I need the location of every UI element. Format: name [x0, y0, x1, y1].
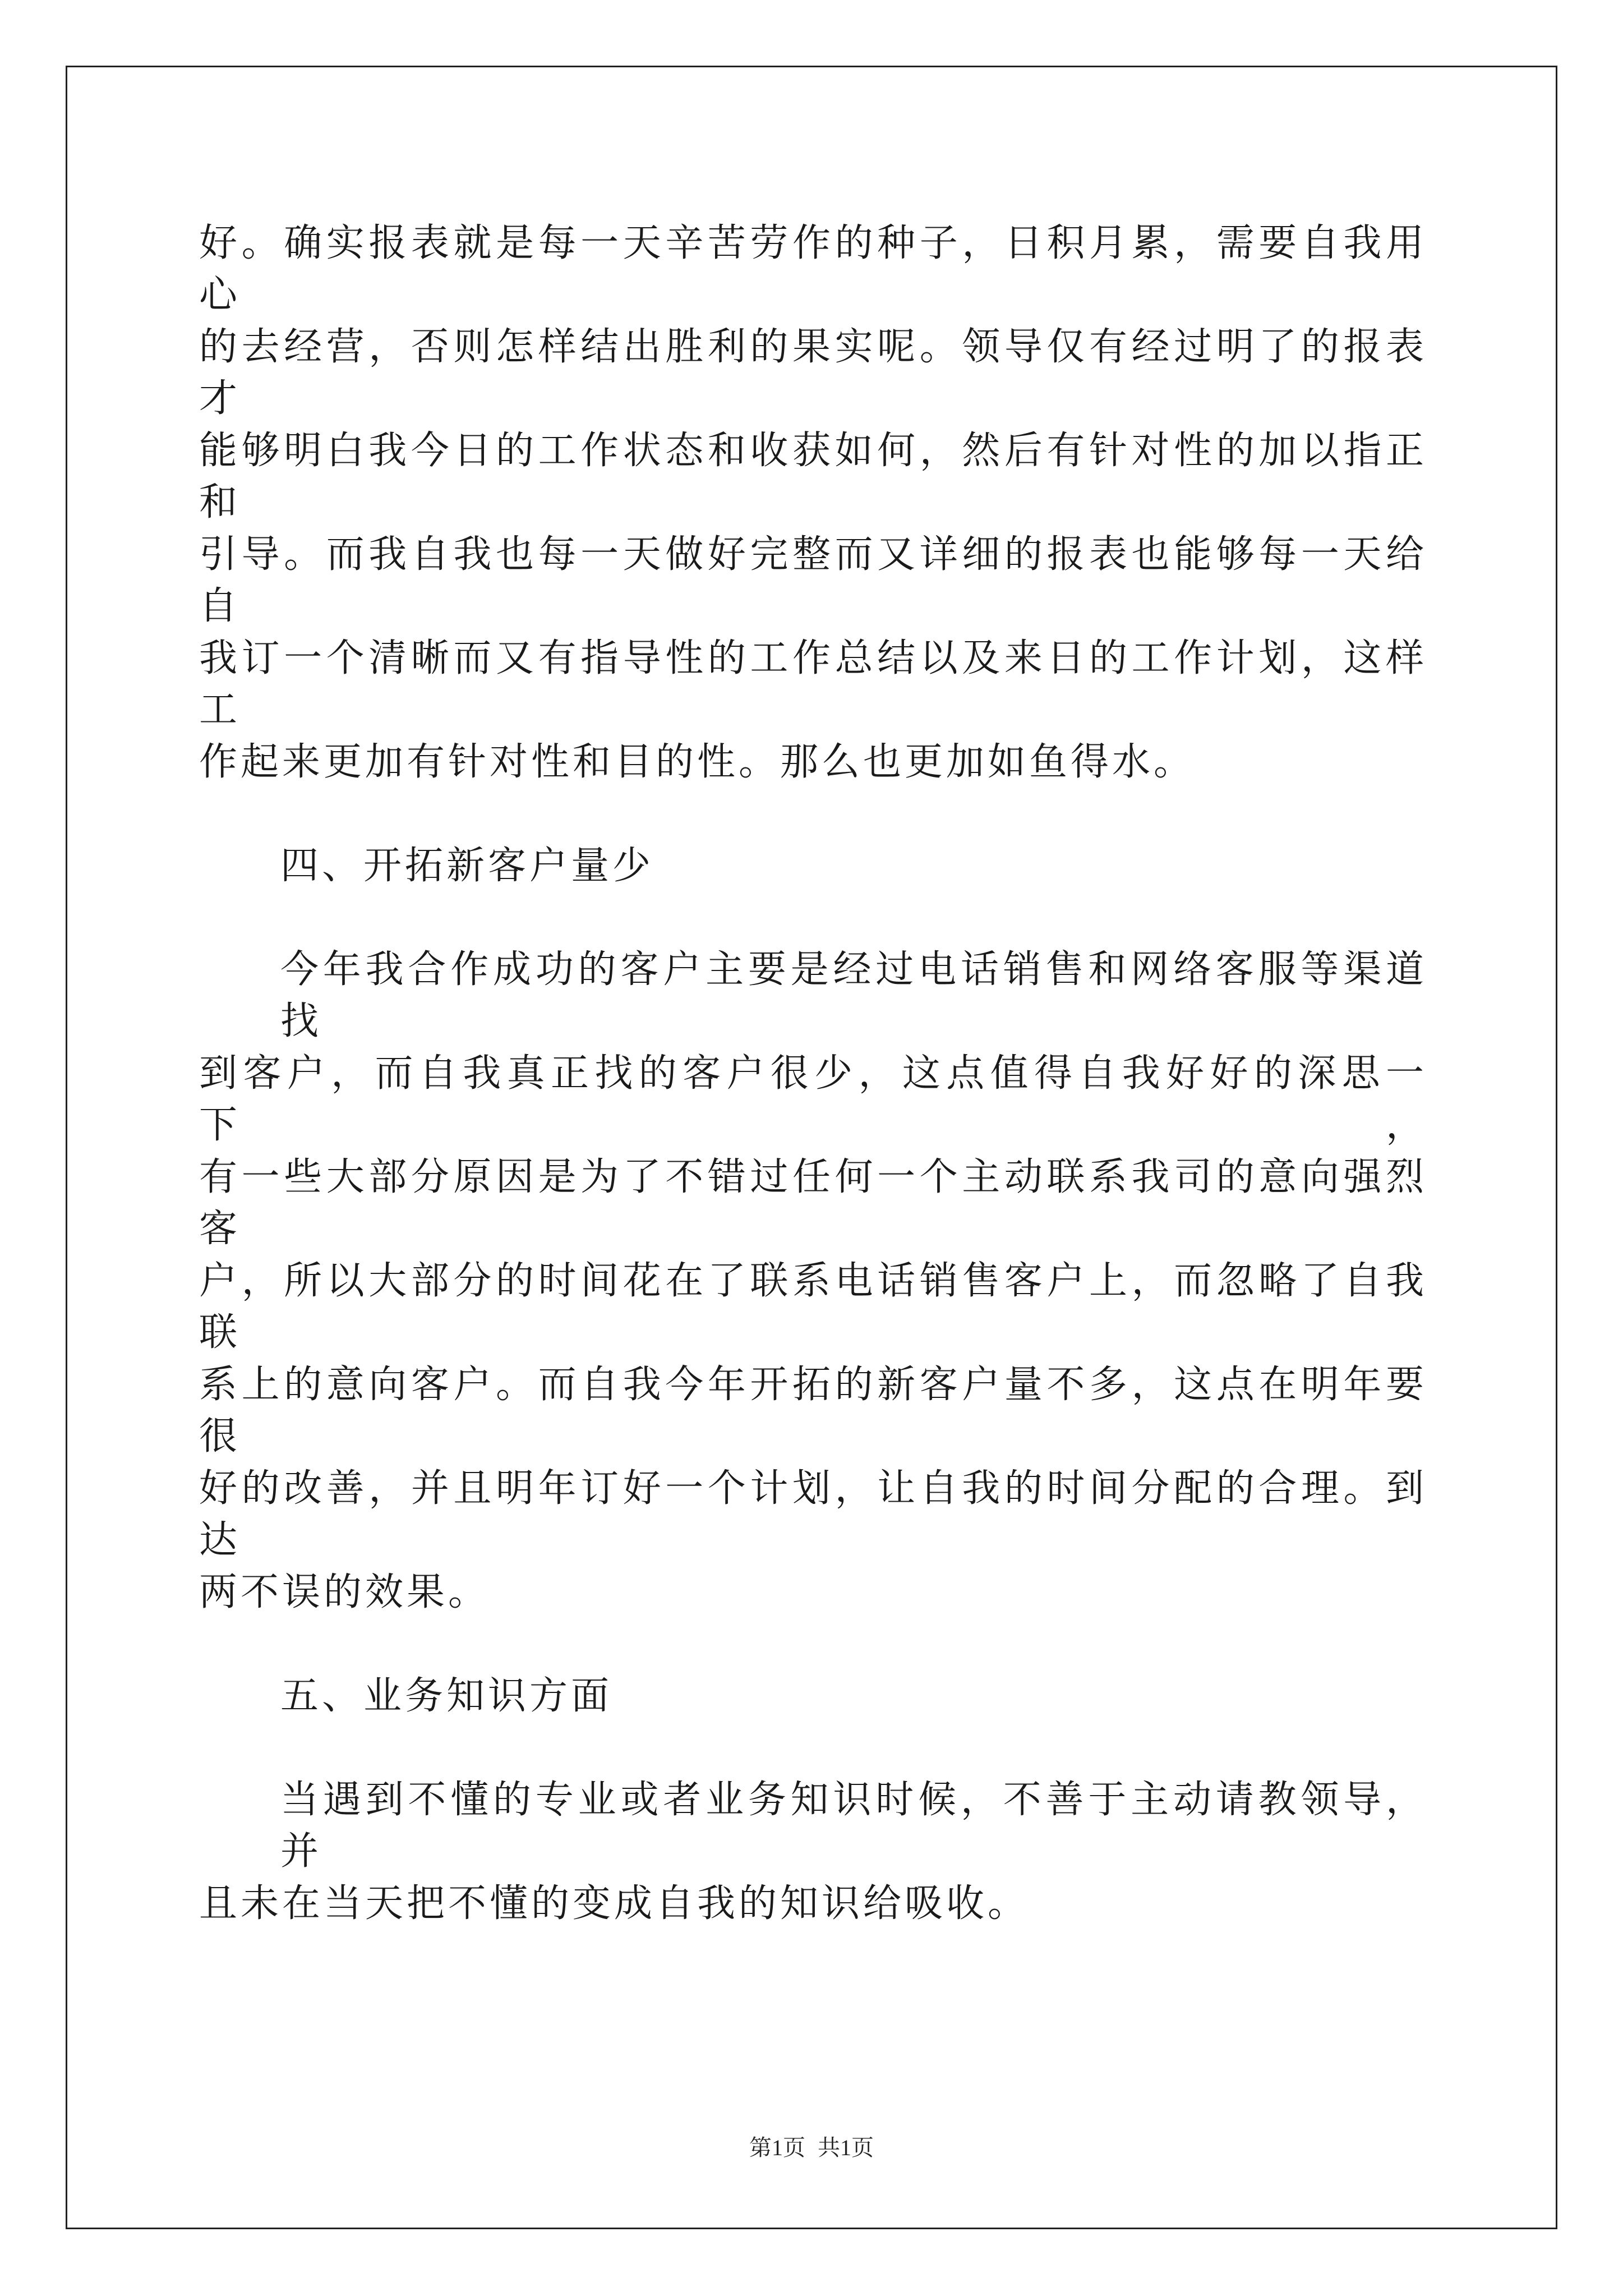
text-line: 四、开拓新客户量少: [280, 844, 654, 888]
text-line: 且未在当天把不懂的变成自我的知识给吸收。: [199, 1881, 1030, 1926]
text-line: 户，所以大部分的时间花在了联系电话销售客户上，而忽略了自我联: [199, 1259, 1427, 1355]
text-line: 我订一个清晰而又有指导性的工作总结以及来日的工作计划，这样工: [199, 636, 1427, 732]
text-line: 引导。而我自我也每一天做好完整而又详细的报表也能够每一天给自: [199, 532, 1427, 628]
text-line: 当遇到不懂的专业或者业务知识时候，不善于主动请教领导，并: [280, 1778, 1427, 1874]
text-line: 能够明白我今日的工作状态和收获如何，然后有针对性的加以指正和: [199, 429, 1427, 524]
text-line: 到客户，而自我真正找的客户很少，这点值得自我好好的深思一下，: [199, 1051, 1427, 1147]
text-line: 有一些大部分原因是为了不错过任何一个主动联系我司的意向强烈客: [199, 1155, 1427, 1251]
text-line: 好。确实报表就是每一天辛苦劳作的种子，日积月累，需要自我用心: [199, 221, 1427, 317]
text-line: 今年我合作成功的客户主要是经过电话销售和网络客服等渠道找: [280, 947, 1427, 1043]
text-line: 两不误的效果。: [199, 1570, 490, 1614]
text-line: 作起来更加有针对性和目的性。那么也更加如鱼得水。: [199, 740, 1196, 784]
page-total: 共1页: [818, 2135, 874, 2160]
page-footer: [0, 2130, 1623, 2162]
text-line: 的去经营，否则怎样结出胜利的果实呢。领导仅有经过明了的报表才: [199, 325, 1427, 421]
text-line: 好的改善，并且明年订好一个计划，让自我的时间分配的合理。到达: [199, 1466, 1427, 1562]
text-line: 系上的意向客户。而自我今年开拓的新客户量不多，这点在明年要很: [199, 1363, 1427, 1458]
page-number: 第1页: [749, 2135, 805, 2160]
text-line: 五、业务知识方面: [280, 1674, 613, 1718]
document-body: [199, 218, 1427, 1982]
